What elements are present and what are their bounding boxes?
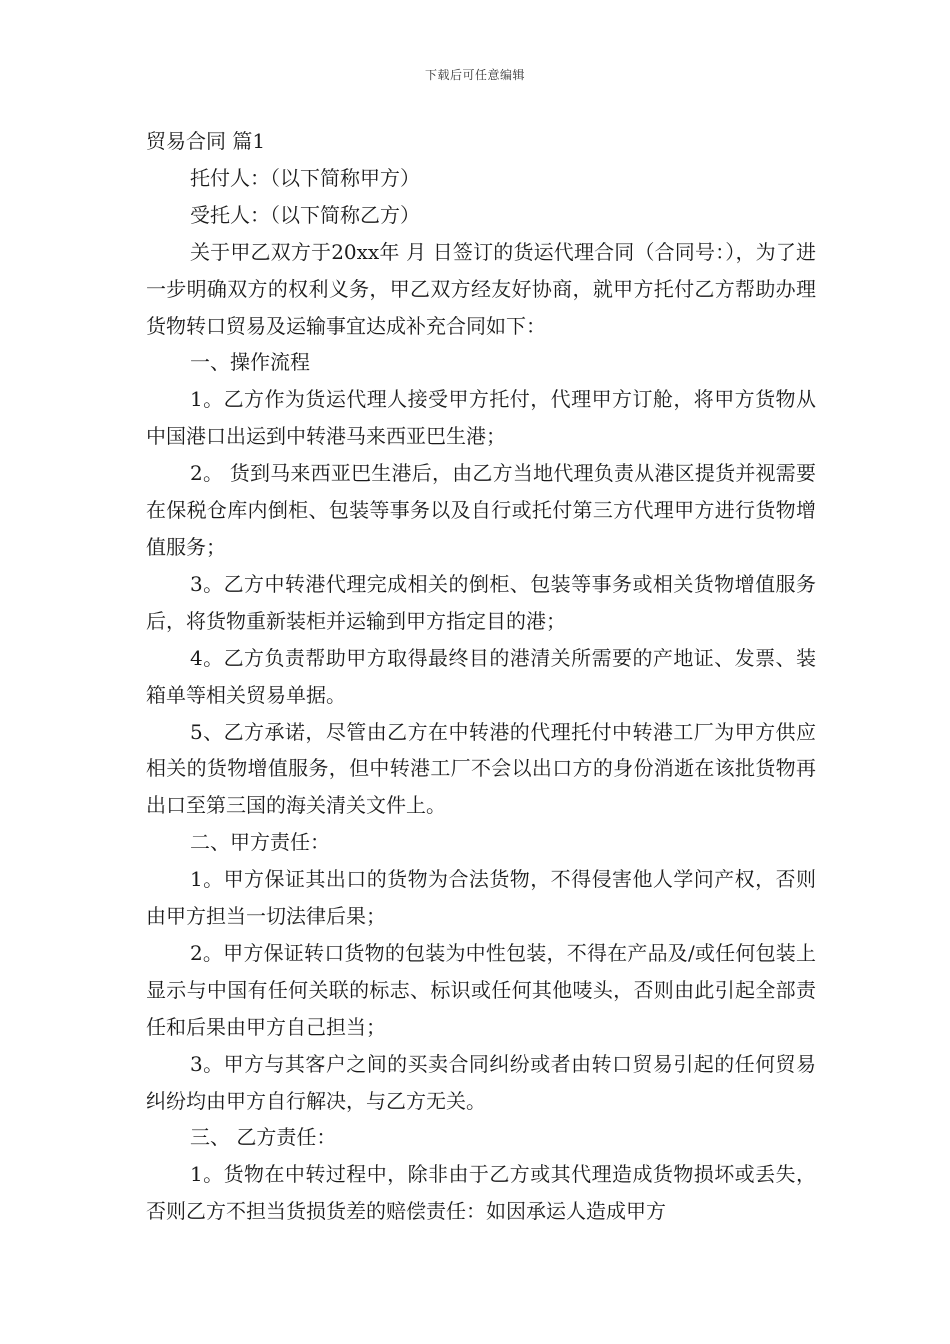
section-heading-party-a: 二、甲方责任： [190,830,330,855]
paragraph-party-b-1: 1。货物在中转过程中，除非由于乙方或其代理造成货物损坏或丢失，否则乙方不担当货损货差的赔偿责任：如因承运人造成甲方 [146,1162,816,1224]
paragraph-flow-3: 3。乙方中转港代理完成相关的倒柜、包装等事务或相关货物增值服务后，将货物重新装柜并运输到甲方指定目的港； [146,571,816,633]
section-heading-operation-flow: 一、操作流程 [190,350,310,375]
contract-body [146,123,816,1230]
paragraph-entrusting-party: 托付人：（以下简称甲方） [190,165,420,190]
paragraph-party-a-1: 1。甲方保证其出口的货物为合法货物，不得侵害他人学问产权，否则由甲方担当一切法律后果； [146,867,816,929]
header-note: 下载后可任意编辑 [424,68,525,82]
paragraph-flow-2: 2。 货到马来西亚巴生港后，由乙方当地代理负责从港区提货并视需要在保税仓库内倒柜、包装等事务以及自行或托付第三方代理甲方进行货物增值服务； [146,461,816,559]
paragraph-preamble: 关于甲乙双方于20xx年 月 日签订的货运代理合同（合同号：），为了进一步明确双方的权利义务，甲乙双方经友好协商，就甲方托付乙方帮助办理货物转口贸易及运输事宜达成补充合同如下： [146,239,816,338]
paragraph-flow-1: 1。乙方作为货运代理人接受甲方托付，代理甲方订舱，将甲方货物从中国港口出运到中转港马来西亚巴生港； [146,387,816,449]
section-heading-party-b: 三、 乙方责任： [190,1125,337,1150]
contract-title: 贸易合同 篇1 [146,129,266,153]
paragraph-flow-5: 5、乙方承诺，尽管由乙方在中转港的代理托付中转港工厂为甲方供应相关的货物增值服务，但中转港工厂不会以出口方的身份消逝在该批货物再出口至第三国的海关清关文件上。 [146,719,816,818]
paragraph-entrusted-party: 受托人：（以下简称乙方） [190,202,420,227]
paragraph-party-a-3: 3。甲方与其客户之间的买卖合同纠纷或者由转口贸易引起的任何贸易纠纷均由甲方自行解决，与乙方无关。 [146,1051,816,1113]
paragraph-flow-4: 4。乙方负责帮助甲方取得最终目的港清关所需要的产地证、发票、装箱单等相关贸易单据。 [146,645,816,707]
paragraph-party-a-2: 2。甲方保证转口货物的包装为中性包装，不得在产品及/或任何包装上显示与中国有任何关联的标志、标识或任何其他唛头，否则由此引起全部责任和后果由甲方自己担当； [146,940,816,1039]
